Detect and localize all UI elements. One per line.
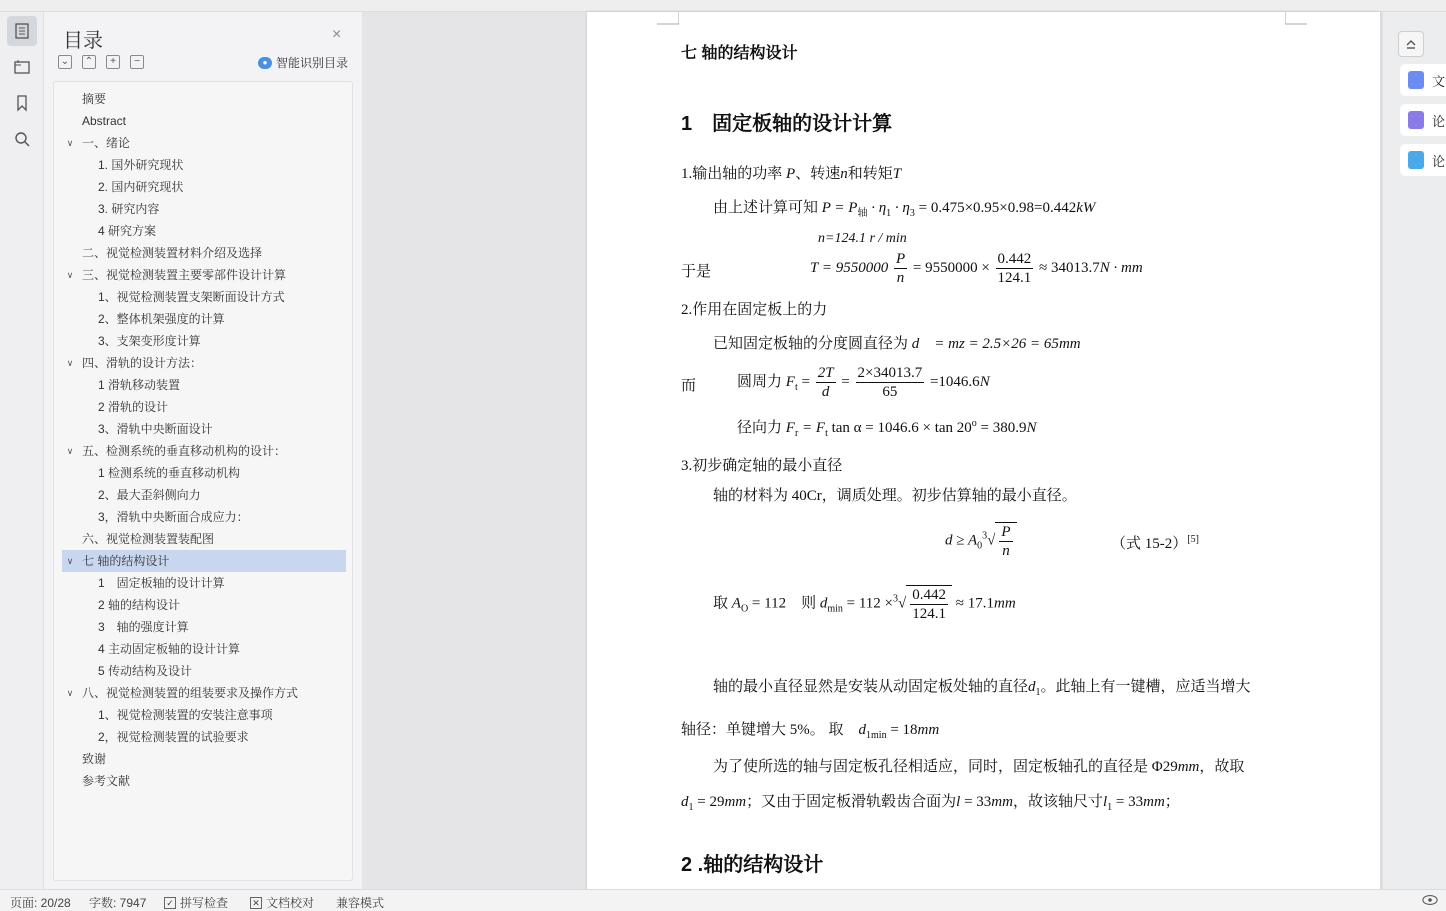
toc-item[interactable] xyxy=(62,418,346,440)
bookmark-icon xyxy=(13,94,31,112)
toc-item-label: 2 滑轨的设计 xyxy=(98,400,169,414)
heading-2: 2 .轴的结构设计 xyxy=(681,854,824,876)
toc-item-label: 参考文献 xyxy=(82,774,131,788)
toc-item[interactable] xyxy=(62,506,346,528)
chevron-down-icon[interactable]: ∨ xyxy=(66,688,74,698)
toc-item[interactable] xyxy=(62,704,346,726)
page-indicator[interactable]: 页面: 20/28 xyxy=(10,896,71,910)
toc-item-label: 1 固定板轴的设计计算 xyxy=(98,576,225,590)
status-bar xyxy=(0,889,1446,911)
radial-force: 径向力 $F_r = F_t$ tan α = 1046.6 × tan 20$^o$ = 380.9N xyxy=(737,418,1037,439)
toc-item-label: 4 研究方案 xyxy=(98,224,157,238)
s3-heading: 3.初步确定轴的最小直径 xyxy=(681,458,843,474)
toc-list xyxy=(53,81,353,881)
toc-item[interactable] xyxy=(62,88,346,110)
ai-icon: ● xyxy=(258,57,272,69)
document-outline-icon xyxy=(13,22,31,40)
toc-item-label: 七 轴的结构设计 xyxy=(82,554,170,568)
paragraph-3: 为了使所选的轴与固定板孔径相适应，同时，固定板轴孔的直径是 Φ29mm，故取 xyxy=(713,759,1245,775)
spell-check-button[interactable]: ✓ 拼写检查 xyxy=(164,894,228,911)
folder-tree-icon xyxy=(13,58,31,76)
collapse-all-button[interactable]: ⌄ xyxy=(58,55,72,69)
eye-icon xyxy=(1422,894,1438,906)
paragraph-1: 轴的最小直径显然是安装从动固定板处轴的直径$d_1$。此轴上有一键槽，应适当增大 xyxy=(713,679,1251,698)
toc-item[interactable] xyxy=(62,528,346,550)
toc-item[interactable] xyxy=(62,616,346,638)
toc-item-label: 4 主动固定板轴的设计计算 xyxy=(98,642,241,656)
paragraph-4: $d_1 = 29mm$；又由于固定板滑轨毂齿合面为l = 33mm，故该轴尺寸$l_1 = 33mm$； xyxy=(681,794,1180,813)
doc-tool-button-2[interactable]: 论 xyxy=(1400,104,1446,136)
toc-item-label: 1 滑轨移动装置 xyxy=(98,378,181,392)
toc-item-label: 摘要 xyxy=(82,92,107,106)
s2-heading: 2.作用在固定板上的力 xyxy=(681,302,828,318)
toc-item-label: 2、整体机架强度的计算 xyxy=(98,312,225,326)
proofread-button[interactable]: ✕ 文档校对 xyxy=(250,894,314,911)
top-ruler xyxy=(0,0,1446,12)
nav-tree-button[interactable] xyxy=(7,52,37,82)
compat-mode-label: 兼容模式 xyxy=(336,896,385,910)
toc-item-label: 3. 研究内容 xyxy=(98,202,160,216)
torque-formula: T = 9550000 $\frac{P}{n}$ = 9550000 × $\frac{0.442}{124.1}$ ≈ 34013.7N · mm xyxy=(810,251,1143,286)
toc-item-label: 四、滑轨的设计方法： xyxy=(82,356,203,370)
s1-heading: 1.输出轴的功率 P、转速n和转矩T xyxy=(681,166,902,182)
known-line: 已知固定板轴的分度圆直径为 d = mz = 2.5×26 = 65mm xyxy=(713,336,1081,352)
toc-item[interactable] xyxy=(62,132,346,154)
toc-item-label: 致谢 xyxy=(82,752,107,766)
toc-item[interactable] xyxy=(62,308,346,330)
toc-item-label: Abstract xyxy=(82,114,127,128)
toc-panel xyxy=(44,12,362,889)
toc-item[interactable] xyxy=(62,726,346,748)
crop-mark-icon xyxy=(1285,12,1307,26)
toc-item-label: 三、视觉检测装置主要零部件设计计算 xyxy=(82,268,287,282)
panel-collapse-button[interactable] xyxy=(1398,31,1424,57)
eye-protection-button[interactable] xyxy=(1422,894,1438,906)
toc-item-label: 1、视觉检测装置支架断面设计方式 xyxy=(98,290,285,304)
toc-item[interactable] xyxy=(62,198,346,220)
bookmark-button[interactable] xyxy=(7,88,37,118)
word-count[interactable]: 字数: 7947 xyxy=(89,896,147,910)
toc-item[interactable] xyxy=(62,682,346,704)
close-icon[interactable]: × xyxy=(332,26,342,43)
chevron-down-icon[interactable]: ∨ xyxy=(66,358,74,368)
toc-item[interactable] xyxy=(62,330,346,352)
toc-item-label: 六、视觉检测装置装配图 xyxy=(82,532,215,546)
toc-item[interactable] xyxy=(62,484,346,506)
toc-item[interactable] xyxy=(62,594,346,616)
section-title: 七 轴的结构设计 xyxy=(681,45,798,62)
toc-item[interactable] xyxy=(62,352,346,374)
crop-mark-icon xyxy=(657,12,679,26)
toc-item[interactable] xyxy=(62,638,346,660)
yushi-label: 于是 xyxy=(681,264,712,280)
paragraph-2: 轴径：单键增大 5%。 取 $d_{1min} = 18mm$ xyxy=(681,722,940,741)
toc-item-label: 二、视觉检测装置材料介绍及选择 xyxy=(82,246,263,260)
collapse-up-icon xyxy=(1404,37,1418,51)
chevron-down-icon[interactable]: ∨ xyxy=(66,446,74,456)
expand-all-button[interactable]: ⌃ xyxy=(82,55,96,69)
document-page[interactable] xyxy=(587,12,1380,892)
smart-toc-button[interactable] xyxy=(258,54,348,71)
power-calc: 由上述计算可知 $P = P_轴 \cdot \eta_1 \cdot \eta_3 = 0.475\times 0.95\times 0.98=0.442kW$ xyxy=(713,200,1096,219)
toc-item[interactable] xyxy=(62,242,346,264)
toc-item-label: 五、检测系统的垂直移动机构的设计： xyxy=(82,444,287,458)
circumferential-force: 圆周力 $F_t$ = $\frac{2T}{d}$ = $\frac{2\times 34013.7}{65}$ =1046.6N xyxy=(737,365,990,400)
chevron-down-icon[interactable]: ∨ xyxy=(66,138,74,148)
toc-item-label: 3、滑轨中央断面设计 xyxy=(98,422,213,436)
proof-icon: ✕ xyxy=(250,897,262,909)
toc-item-label: 八、视觉检测装置的组装要求及操作方式 xyxy=(82,686,299,700)
search-icon xyxy=(13,130,31,148)
toc-item[interactable] xyxy=(62,220,346,242)
doc-tool-button-1[interactable]: 文 xyxy=(1400,64,1446,96)
toc-item-label: 3、支架变形度计算 xyxy=(98,334,201,348)
chevron-down-icon[interactable]: ∨ xyxy=(66,556,74,566)
material-text: 轴的材料为 40Cr，调质处理。初步估算轴的最小直径。 xyxy=(713,488,1077,504)
heading-1: 1 固定板轴的设计计算 xyxy=(681,113,893,135)
toc-item[interactable] xyxy=(62,110,346,132)
take-line: 取 $A_O = 112$ 则 $d_{min} = 112 \times^3√$ $\frac{0.442}{124.1}$ ≈ 17.1mm xyxy=(713,587,1016,622)
paper-write-icon xyxy=(1408,151,1424,169)
left-icon-rail xyxy=(0,12,44,889)
toc-item[interactable] xyxy=(62,286,346,308)
doc-tool-button-3[interactable]: 论 xyxy=(1400,144,1446,176)
toc-item[interactable] xyxy=(62,550,346,572)
toc-item-label: 2、最大歪斜侧向力 xyxy=(98,488,201,502)
toc-item[interactable] xyxy=(62,176,346,198)
toc-item-label: 2，视觉检测装置的试验要求 xyxy=(98,730,249,744)
toc-item[interactable] xyxy=(62,396,346,418)
right-side-panel xyxy=(1382,12,1446,889)
toc-item-label: 1. 国外研究现状 xyxy=(98,158,184,172)
toc-item-label: 1、视觉检测装置的安装注意事项 xyxy=(98,708,273,722)
toc-item-label: 1 检测系统的垂直移动机构 xyxy=(98,466,241,480)
toc-item[interactable] xyxy=(62,748,346,770)
add-heading-button[interactable]: + xyxy=(106,55,120,69)
toc-item[interactable] xyxy=(62,154,346,176)
speed-line: n=124.1 r / min xyxy=(818,231,907,246)
search-button[interactable] xyxy=(7,124,37,154)
toc-item-label: 3，滑轨中央断面合成应力： xyxy=(98,510,249,524)
toc-item-label: 2 轴的结构设计 xyxy=(98,598,181,612)
toc-item[interactable] xyxy=(62,440,346,462)
toc-item-label: 3 轴的强度计算 xyxy=(98,620,189,634)
toc-item-label: 一、绪论 xyxy=(82,136,131,150)
toc-item[interactable] xyxy=(62,462,346,484)
toc-toggle-button[interactable] xyxy=(7,16,37,46)
er-label: 而 xyxy=(681,378,697,394)
toc-title: 目录 xyxy=(63,30,103,52)
document-icon xyxy=(1408,71,1424,89)
toc-item-label: 5 传动结构及设计 xyxy=(98,664,193,678)
min-diameter-formula: $d \ge A_0^3√$ $\frac{P}{n}$ xyxy=(945,522,1017,560)
chevron-down-icon[interactable]: ∨ xyxy=(66,270,74,280)
toc-toolbar xyxy=(58,55,144,69)
paper-check-icon xyxy=(1408,111,1424,129)
smart-toc-label: 智能识别目录 xyxy=(276,56,349,70)
toc-item[interactable] xyxy=(62,572,346,594)
toc-item[interactable] xyxy=(62,660,346,682)
toc-item[interactable] xyxy=(62,374,346,396)
check-icon: ✓ xyxy=(164,897,176,909)
toc-item[interactable] xyxy=(62,770,346,792)
toc-item[interactable] xyxy=(62,264,346,286)
toc-item-label: 2. 国内研究现状 xyxy=(98,180,184,194)
remove-heading-button[interactable]: − xyxy=(130,55,144,69)
formula-reference: （式 15-2）[5] xyxy=(1111,534,1199,552)
